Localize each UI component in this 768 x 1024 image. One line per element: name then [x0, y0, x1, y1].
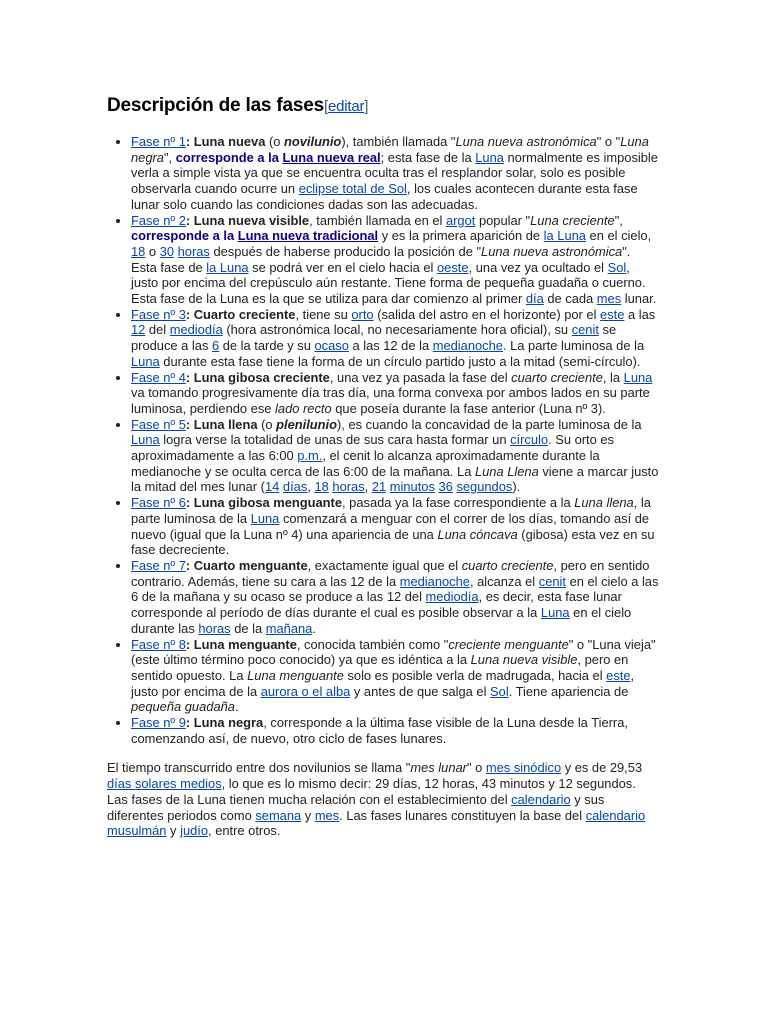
link-semana[interactable]: semana — [255, 807, 302, 823]
text: normalmente es imposible verla a simple vista ya que se encuentra oculta tras el resplandor solar, solo es posible observarla cuando ocurre un — [131, 149, 658, 197]
link-este[interactable]: este — [606, 667, 631, 683]
text: (hora astronómica local, no necesariamente hora oficial), su — [222, 322, 572, 338]
phase-3-title: : Cuarto creciente — [185, 306, 296, 322]
text: ", — [163, 149, 176, 165]
link-judio[interactable]: judío — [180, 823, 209, 839]
text: , corresponde a la última fase visible de la Luna desde la Tierra, comenzando así, de nuevo, otro ciclo de fases lunares. — [131, 715, 628, 746]
link-luna[interactable]: Luna — [250, 510, 280, 526]
term: lado recto — [275, 400, 332, 416]
link-manana[interactable]: mañana — [265, 620, 313, 636]
text: , la — [602, 369, 624, 385]
phase-1-title: : Luna nueva — [185, 134, 266, 149]
text: popular " — [475, 212, 531, 228]
phase-item-6 — [131, 495, 659, 558]
link-sol[interactable]: Sol — [607, 259, 627, 275]
text: a las — [624, 306, 656, 322]
text: solo es posible verla de madrugada, hacia el — [343, 667, 607, 683]
phase-6-link[interactable]: Fase nº 6 — [131, 495, 186, 511]
link-pm[interactable]: p.m. — [297, 448, 323, 464]
text: en el cielo durante las — [131, 605, 632, 636]
text: de cada — [543, 291, 597, 307]
phase-9-title: : Luna negra — [185, 715, 264, 731]
text: . — [312, 620, 316, 636]
link-36[interactable]: 36 — [438, 479, 453, 495]
text: (salida del astro en el horizonte) por el — [373, 306, 601, 322]
phase-5-title: : Luna llena — [185, 416, 258, 432]
text: ; esta fase de la — [380, 149, 476, 165]
link-luna-nueva-real[interactable]: Luna nueva real — [282, 149, 381, 165]
link-luna[interactable]: Luna — [623, 369, 653, 385]
link-mes[interactable]: mes — [596, 291, 622, 307]
article-section — [107, 95, 659, 839]
text: " o — [466, 760, 486, 776]
term: Luna menguante — [247, 667, 344, 683]
link-mes-sinodico[interactable]: mes sinódico — [485, 760, 562, 776]
link-circulo[interactable]: círculo — [510, 432, 549, 448]
link-horas[interactable]: horas — [332, 479, 365, 495]
text: , pasada ya la fase correspondiente a la — [342, 495, 575, 511]
text: y antes de que salga el — [350, 683, 491, 699]
text: y — [301, 807, 315, 823]
term: mes lunar — [410, 760, 467, 776]
section-heading — [107, 95, 659, 117]
link-aurora-o-el-alba[interactable]: aurora o el alba — [260, 683, 351, 699]
phase-item-7 — [131, 558, 659, 637]
link-luna[interactable]: Luna — [131, 353, 160, 369]
text: en el cielo, — [585, 228, 652, 244]
edit-bracket-close: ] — [364, 98, 369, 115]
text: , justo por encima de la — [131, 667, 635, 699]
phase-7-link[interactable]: Fase nº 7 — [131, 557, 186, 573]
text: , una vez ya pasada la fase del — [329, 369, 512, 385]
term: Luna nueva astronómica — [481, 243, 623, 259]
link-luna-nueva-tradicional[interactable]: Luna nueva tradicional — [237, 228, 379, 244]
phase-item-3 — [131, 307, 659, 370]
phase-4-title: : Luna gibosa creciente — [185, 369, 330, 385]
term: Luna llena — [574, 495, 634, 511]
phase-item-1 — [131, 134, 659, 213]
phase-item-2 — [131, 213, 659, 307]
phase-list — [107, 134, 659, 746]
phase-8-link[interactable]: Fase nº 8 — [131, 636, 186, 652]
text: a las 12 de la — [348, 338, 433, 354]
phase-item-5 — [131, 417, 659, 496]
term: Luna nueva astronómica — [455, 134, 597, 149]
edit-bracket-open: [ — [323, 98, 328, 115]
link-medianoche[interactable]: medianoche — [399, 573, 470, 589]
phase-8-title: : Luna menguante — [185, 636, 297, 652]
text: después de haberse producido la posición de " — [209, 243, 482, 259]
text: , es decir, esta fase lunar corresponde al período de días durante el cual es posible observar a la — [131, 589, 622, 621]
text: . Las fases lunares constituyen la base del — [339, 807, 586, 823]
term: Luna Llena — [474, 463, 539, 479]
text: , los cuales acontecen durante esta fase lunar solo cuando las condiciones dadas son las adecuadas. — [131, 181, 638, 212]
text: , pero en sentido opuesto. La — [131, 652, 629, 683]
link-6[interactable]: 6 — [211, 338, 220, 354]
link-18[interactable]: 18 — [314, 479, 329, 495]
link-luna[interactable]: Luna — [475, 149, 504, 165]
text: . — [234, 699, 239, 715]
link-calendario-musulman[interactable]: calendario musulmán — [107, 807, 646, 839]
link-18[interactable]: 18 — [131, 243, 146, 259]
phase-5-link[interactable]: Fase nº 5 — [131, 416, 186, 432]
link-medianoche[interactable]: medianoche — [432, 338, 503, 354]
text: , tiene su — [295, 306, 352, 322]
link-21[interactable]: 21 — [371, 479, 387, 495]
text: de la tarde y su — [219, 338, 315, 354]
term: creciente menguante — [448, 636, 569, 652]
link-la-luna[interactable]: la Luna — [206, 259, 249, 275]
section-heading-text: Descripción de las fases — [107, 95, 324, 116]
text: y es la primera aparición de — [378, 228, 544, 244]
link-luna[interactable]: Luna — [131, 432, 160, 448]
phase-2-link[interactable]: Fase nº 2 — [131, 212, 186, 228]
text: , también llamada en el — [309, 212, 446, 228]
link-dias[interactable]: días — [282, 479, 308, 495]
link-luna[interactable]: Luna — [540, 605, 570, 621]
text: se produce a las — [131, 322, 617, 354]
text: , — [364, 479, 372, 495]
text: y — [166, 823, 181, 839]
link-mediodia[interactable]: mediodía — [169, 322, 223, 338]
text: viene a marcar justo la mitad del mes lunar ( — [131, 463, 659, 495]
term: cuarto creciente — [511, 369, 603, 385]
term: Luna negra — [131, 134, 649, 165]
text-bold: corresponde a la — [131, 228, 238, 244]
link-30[interactable]: 30 — [159, 243, 175, 259]
link-12[interactable]: 12 — [131, 322, 146, 338]
phase-item-8 — [131, 637, 659, 716]
phase-6-title: : Luna gibosa menguante — [185, 495, 343, 511]
link-dia[interactable]: día — [525, 291, 544, 307]
text: ". Esta fase de — [131, 243, 631, 275]
link-cenit[interactable]: cenit — [571, 322, 599, 338]
text: ), es cuando la concavidad de la parte luminosa de la — [337, 416, 642, 432]
edit-section — [324, 98, 368, 115]
text: (o — [257, 416, 277, 432]
phase-item-9 — [131, 715, 659, 746]
closing-paragraph — [107, 760, 659, 839]
link-dias-solares-medios[interactable]: días solares medios — [107, 776, 222, 792]
phase-item-4 — [131, 370, 659, 417]
text: y sus diferentes periodos como — [107, 791, 605, 823]
text: , justo por encima del crepúsculo aún restante. Tiene forma de pequeña guadaña o cuerno. Esta fase de la Luna es la que se utiliza para dar comienzo al primer — [131, 259, 646, 307]
text: . Su orto es aproximadamente a las 6:00 — [131, 432, 614, 464]
term: Luna cóncava — [437, 526, 518, 542]
link-la-luna[interactable]: la Luna — [543, 228, 586, 244]
text: , — [307, 479, 315, 495]
text: , lo que es lo mismo decir: 29 días, 12 horas, 43 minutos y 12 segundos. Las fases de la Luna tienen mucha relación con el establecimiento del — [107, 776, 636, 807]
text: ), también llamada " — [341, 134, 456, 149]
text: , una vez ya ocultado el — [468, 259, 608, 275]
phase-9-link[interactable]: Fase nº 9 — [131, 715, 186, 731]
text: (o — [265, 134, 285, 149]
text: se podrá ver en el cielo hacia el — [248, 259, 438, 275]
text: o — [145, 243, 160, 259]
term: Luna nueva visible — [470, 652, 578, 668]
link-oeste[interactable]: oeste — [437, 259, 469, 275]
link-minutos[interactable]: minutos — [389, 479, 435, 495]
text: " o " — [596, 134, 621, 149]
term-plenilunio: plenilunio — [276, 416, 337, 432]
link-segundos[interactable]: segundos — [456, 479, 513, 495]
text: de la — [230, 620, 266, 636]
term: cuarto creciente — [461, 557, 554, 573]
text: , entre otros. — [208, 823, 281, 839]
link-cenit[interactable]: cenit — [538, 573, 566, 589]
link-argot[interactable]: argot — [445, 212, 476, 228]
text: en el cielo a las 6 de la mañana y su ocaso se produce a las 12 del — [131, 573, 659, 605]
text: comenzará a menguar con el correr de los días, tomando así de nuevo (igual que la Luna nº 4) una apariencia de una — [131, 510, 650, 542]
link-sol[interactable]: Sol — [490, 683, 509, 699]
link-horas[interactable]: horas — [198, 620, 231, 636]
phase-7-title: : Cuarto menguante — [185, 557, 308, 573]
text: del — [145, 322, 170, 338]
phase-3-link[interactable]: Fase nº 3 — [131, 306, 186, 322]
text: y es de 29,53 — [561, 760, 643, 776]
text: El tiempo transcurrido entre dos novilunios se llama " — [107, 760, 411, 776]
text: (gibosa) esta vez en su fase decreciente. — [131, 526, 655, 558]
link-horas[interactable]: horas — [177, 243, 210, 259]
term: pequeña guadaña — [131, 699, 235, 715]
text: lunar. — [621, 291, 657, 307]
text: ). — [512, 479, 521, 495]
text: ", — [614, 212, 623, 228]
link-eclipse-total-de-sol[interactable]: eclipse total de Sol — [298, 181, 407, 197]
text: durante esta fase tiene la forma de un círculo partido justo a la mitad (semi-círculo). — [159, 353, 641, 369]
link-este[interactable]: este — [600, 306, 625, 322]
link-14[interactable]: 14 — [264, 479, 280, 495]
term: Luna creciente — [530, 212, 615, 228]
text: , conocida también como " — [296, 636, 449, 652]
link-calendario[interactable]: calendario — [511, 791, 571, 807]
text: " o "Luna vieja" (este último término poco conocido) ya que es idéntica a la — [131, 636, 656, 668]
link-ocaso[interactable]: ocaso — [314, 338, 349, 354]
text: logra verse la totalidad de unas de sus cara hasta formar un — [159, 432, 511, 448]
text: , el cenit lo alcanza aproximadamente durante la medianoche y se oculta cerca de las 6:00 de la mañana. La — [131, 448, 600, 479]
text: , la parte luminosa de la — [131, 495, 651, 526]
phase-1-link[interactable]: Fase nº 1 — [131, 134, 186, 149]
text: , exactamente igual que el — [307, 557, 462, 573]
text: va tomando progresivamente día tras día, una forma convexa por ambos lados en su parte luminosa, perdiendo ese — [131, 385, 650, 416]
link-orto[interactable]: orto — [351, 306, 374, 322]
edit-link[interactable]: editar — [327, 98, 365, 115]
link-mes[interactable]: mes — [314, 807, 340, 823]
text: , pero en sentido contrario. Además, tiene su cara a las 12 de la — [131, 557, 650, 589]
text-bold: corresponde a la — [175, 149, 283, 165]
text: . Tiene apariencia de — [508, 683, 629, 699]
text: que poseía durante la fase anterior (Luna nº 3). — [331, 400, 606, 416]
text: . La parte luminosa de la — [502, 338, 645, 354]
link-mediodia[interactable]: mediodía — [425, 589, 479, 605]
term-novilunio: novilunio — [284, 134, 342, 149]
phase-4-link[interactable]: Fase nº 4 — [131, 369, 186, 385]
text: , alcanza el — [469, 573, 539, 589]
phase-2-title: : Luna nueva visible — [185, 212, 310, 228]
